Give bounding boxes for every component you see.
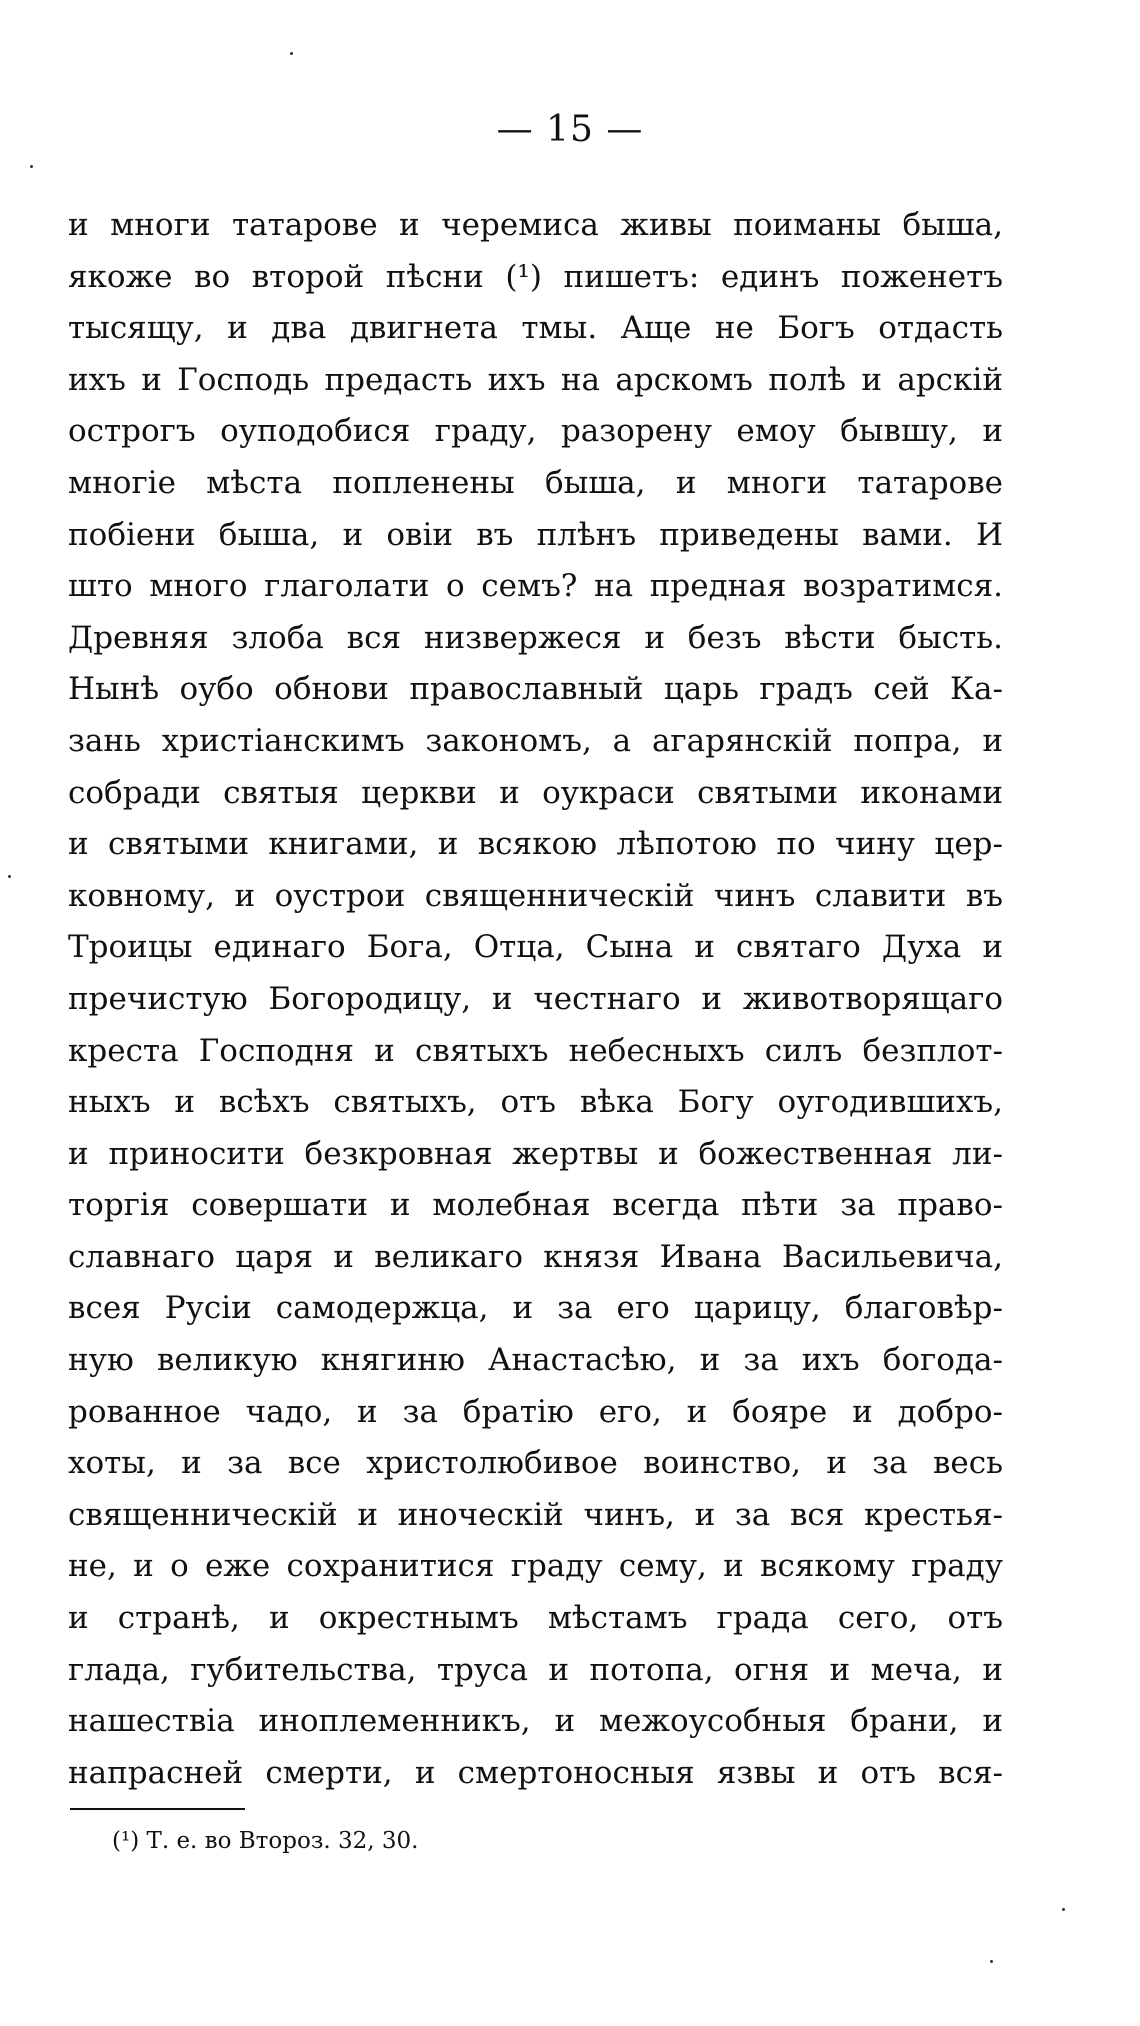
text-line: ихъ и Господь предасть ихъ на арскомъ полѣ и арскій [68, 361, 1003, 398]
footnote-divider [70, 1808, 245, 1810]
text-line: рованное чадо, и за братію его, и бояре и добро- [68, 1393, 1003, 1430]
text-line: зань христіанскимъ закономъ, а агарянскій попра, и [68, 722, 1003, 759]
paper-speck [8, 875, 11, 878]
text-line: якоже во второй пѣсни (¹) пишетъ: единъ поженетъ [68, 258, 1003, 295]
text-line: Древняя злоба вся низвержеся и безъ вѣсти бысть. [68, 619, 1003, 656]
text-line: напрасней смерти, и смертоносныя язвы и отъ вся- [68, 1754, 1003, 1791]
paper-speck [290, 52, 293, 55]
text-line: всея Русіи самодержца, и за его царицу, благовѣр- [68, 1290, 1003, 1327]
text-line: ную великую княгиню Анастасѣю, и за ихъ богода- [68, 1342, 1003, 1379]
text-line: хоты, и за все христолюбивое воинство, и за весь [68, 1445, 1003, 1482]
text-line: и странѣ, и окрестнымъ мѣстамъ града сего, отъ [68, 1600, 1003, 1637]
text-line: и многи татарове и черемиса живы поиманы быша, [68, 207, 1003, 243]
text-line: многіе мѣста попленены быша, и многи татарове [68, 464, 1003, 501]
text-line: нашествіа иноплеменникъ, и межоусобныя брани, и [68, 1703, 1003, 1740]
paper-speck [1062, 1908, 1065, 1911]
text-line: острогъ оуподобися граду, разорену емоу бывшу, и [68, 413, 1003, 450]
text-line: глада, губительства, труса и потопа, огня и меча, и [68, 1651, 1003, 1688]
text-line: пречистую Богородицу, и честнаго и животворящаго [68, 980, 1003, 1017]
text-line: ковному, и оустрои священническій чинъ славити въ [68, 877, 1003, 914]
text-line: Нынѣ оубо обнови православный царь градъ сей Ка- [68, 671, 1003, 708]
text-line: побіени быша, и овіи въ плѣнъ приведены вами. И [68, 516, 1003, 553]
text-line: и святыми книгами, и всякою лѣпотою по чину цер- [68, 826, 1003, 863]
footnote: (¹) Т. е. во Второз. 32, 30. [112, 1828, 419, 1854]
text-line: славнаго царя и великаго князя Ивана Васильевича, [68, 1238, 1003, 1275]
text-line: Троицы единаго Бога, Отца, Сына и святаго Духа и [68, 929, 1003, 966]
text-line: собради святыя церкви и оукраси святыми иконами [68, 774, 1003, 811]
paper-speck [990, 1960, 993, 1963]
page-number: — 15 — [496, 109, 644, 150]
text-line: тысящу, и два двигнета тмы. Аще не Богъ отдасть [68, 310, 1003, 347]
paper-speck [30, 165, 33, 168]
text-line: креста Господня и святыхъ небесныхъ силъ безплот- [68, 1032, 1003, 1069]
text-line: не, и о еже сохранитися граду сему, и всякому граду [68, 1548, 1003, 1585]
text-line: ныхъ и всѣхъ святыхъ, отъ вѣка Богу оугодившихъ, [68, 1084, 1003, 1121]
text-line: торгія совершати и молебная всегда пѣти за право- [68, 1187, 1003, 1224]
body-text [68, 200, 1003, 1799]
text-line: што много глаголати о семъ? на предная возратимся. [68, 568, 1003, 605]
text-line: и приносити безкровная жертвы и божественная ли- [68, 1135, 1003, 1172]
text-line: священническій и иноческій чинъ, и за вся крестья- [68, 1496, 1003, 1533]
